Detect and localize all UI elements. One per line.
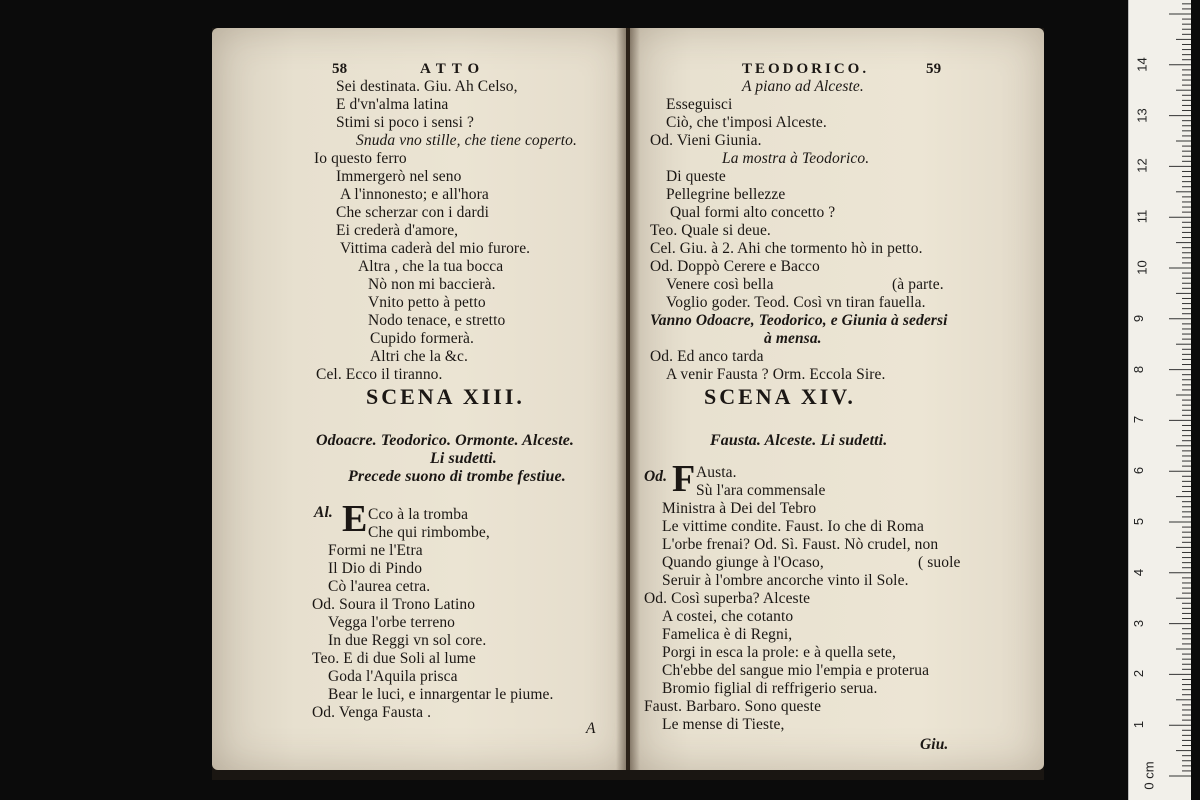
ruler-label: 3 bbox=[1131, 619, 1147, 627]
ruler-label: 2 bbox=[1131, 670, 1147, 678]
text-line: Teo. Quale si deue. bbox=[650, 222, 771, 239]
speaker-label: Od. bbox=[644, 468, 668, 485]
text-line: Porgi in esca la prole: e à quella sete, bbox=[662, 644, 896, 661]
text-line: Goda l'Aquila prisca bbox=[328, 668, 458, 685]
text-line: Nò non mi baccierà. bbox=[368, 276, 496, 293]
page-number: 59 bbox=[926, 61, 942, 77]
text-line: Od. Vieni Giunia. bbox=[650, 132, 762, 149]
text-line: Formi ne l'Etra bbox=[328, 542, 423, 559]
text-line: ( suole bbox=[918, 554, 961, 571]
ruler-label: 11 bbox=[1134, 209, 1150, 224]
text-line: Cco à la tromba bbox=[368, 506, 469, 523]
text-line: Od. Ed anco tarda bbox=[650, 348, 764, 365]
book-gutter bbox=[616, 28, 640, 770]
text-line: Altra , che la tua bocca bbox=[358, 258, 504, 275]
text-line: Le vittime condite. Faust. Io che di Roma bbox=[662, 518, 924, 535]
ruler-label: 9 bbox=[1131, 314, 1147, 322]
text-line: Vegga l'orbe terreno bbox=[328, 614, 456, 631]
text-line: Stimi si poco i sensi ? bbox=[336, 114, 474, 131]
ruler-label: 4 bbox=[1131, 568, 1147, 576]
stage-direction: Vanno Odoacre, Teodorico, e Giunia à sedersi bbox=[650, 312, 948, 329]
text-line: Vittima caderà del mio furore. bbox=[340, 240, 531, 257]
text-line: Voglio goder. Teod. Così vn tiran fauella. bbox=[666, 294, 926, 311]
open-book bbox=[212, 28, 1044, 780]
stage-direction: Precede suono di trombe festiue. bbox=[348, 468, 566, 485]
text-line: Ciò, che t'imposi Alceste. bbox=[666, 114, 827, 131]
text-line: Pellegrine bellezze bbox=[666, 186, 786, 203]
text-line: Cò l'aurea cetra. bbox=[328, 578, 431, 595]
running-head: ATTO bbox=[420, 61, 486, 77]
text-line: Che scherzar con i dardi bbox=[336, 204, 490, 221]
characters-line: Fausta. Alceste. Li sudetti. bbox=[710, 432, 888, 449]
text-line: L'orbe frenai? Od. Sì. Faust. Nò crudel, non bbox=[662, 536, 939, 553]
text-line: Venere così bella bbox=[666, 276, 774, 293]
text-line: Od. Così superba? Alceste bbox=[644, 590, 811, 607]
stage-direction: à mensa. bbox=[764, 330, 822, 347]
ruler-label: 1 bbox=[1131, 721, 1147, 729]
text-line: A costei, che cotanto bbox=[662, 608, 794, 625]
drop-cap: F bbox=[672, 458, 696, 500]
text-line: Il Dio di Pindo bbox=[328, 560, 423, 577]
text-line: Esseguisci bbox=[666, 96, 733, 113]
text-line: Od. Soura il Trono Latino bbox=[312, 596, 476, 613]
scene-title: SCENA XIV. bbox=[704, 384, 856, 409]
text-line: Le mense di Tieste, bbox=[662, 716, 785, 733]
text-line: Qual formi alto concetto ? bbox=[670, 204, 836, 221]
text-line: Od. Venga Fausta . bbox=[312, 704, 432, 721]
stage-direction: Snuda vno stille, che tiene coperto. bbox=[356, 132, 577, 149]
text-line: Bear le luci, e innargentar le piume. bbox=[328, 686, 554, 703]
text-line: Nodo tenace, e stretto bbox=[368, 312, 506, 329]
right-page bbox=[630, 28, 1044, 770]
text-line: Ei crederà d'amore, bbox=[336, 222, 459, 239]
text-line: In due Reggi vn sol core. bbox=[328, 632, 487, 649]
text-line: Od. Doppò Cerere e Bacco bbox=[650, 258, 820, 275]
stage-direction: La mostra à Teodorico. bbox=[722, 150, 870, 167]
page-number: 58 bbox=[332, 61, 348, 77]
text-line: Famelica è di Regni, bbox=[662, 626, 793, 643]
characters-line: Odoacre. Teodorico. Ormonte. Alceste. bbox=[316, 432, 575, 449]
ruler-label: 13 bbox=[1134, 107, 1150, 123]
text-line: Cel. Ecco il tiranno. bbox=[316, 366, 443, 383]
text-line: Io questo ferro bbox=[314, 150, 407, 167]
text-line: Bromio figlial di reffrigerio serua. bbox=[662, 680, 878, 697]
catchword: Giu. bbox=[920, 736, 949, 753]
ruler-label: 5 bbox=[1131, 517, 1147, 526]
ruler-label: 7 bbox=[1131, 416, 1147, 424]
text-line: Che qui rimbombe, bbox=[368, 524, 490, 541]
text-line: Vnito petto à petto bbox=[368, 294, 486, 311]
text-line: Cel. Giu. à 2. Ahi che tormento hò in petto. bbox=[650, 240, 923, 257]
text-line: Teo. E di due Soli al lume bbox=[312, 650, 476, 667]
text-line: A l'innonesto; e all'hora bbox=[340, 186, 489, 203]
text-line: Faust. Barbaro. Sono queste bbox=[644, 698, 822, 715]
text-line: E d'vn'alma latina bbox=[336, 96, 449, 113]
ruler-label: 14 bbox=[1134, 57, 1150, 72]
running-head: TEODORICO. bbox=[742, 61, 870, 77]
text-line: Ch'ebbe del sangue mio l'empia e proterua bbox=[662, 662, 930, 679]
text-line: Seruir à l'ombre ancorche vinto il Sole. bbox=[662, 572, 909, 589]
stage-direction: A piano ad Alceste. bbox=[742, 78, 864, 95]
text-line: Altri che la &c. bbox=[370, 348, 469, 365]
ruler-label: 0 cm bbox=[1141, 761, 1157, 790]
speaker-label: Al. bbox=[314, 504, 333, 521]
text-line: Ministra à Dei del Tebro bbox=[662, 500, 817, 517]
catchword: A bbox=[586, 720, 596, 737]
drop-cap: E bbox=[342, 498, 368, 540]
ruler-label: 12 bbox=[1134, 158, 1150, 174]
measuring-ruler bbox=[1128, 0, 1191, 800]
text-line: Quando giunge à l'Ocaso, bbox=[662, 554, 824, 571]
text-line: (à parte. bbox=[892, 276, 944, 293]
ruler-label: 10 bbox=[1134, 260, 1150, 275]
text-line: A venir Fausta ? Orm. Eccola Sire. bbox=[666, 366, 886, 383]
text-line: Di queste bbox=[666, 168, 726, 185]
text-line: Immergerò nel seno bbox=[336, 168, 462, 185]
left-page bbox=[212, 28, 626, 770]
ruler-label: 6 bbox=[1131, 467, 1147, 475]
text-line: Sù l'ara commensale bbox=[696, 482, 826, 499]
scene-title: SCENA XIII. bbox=[366, 384, 525, 409]
text-line: Austa. bbox=[696, 464, 737, 481]
characters-line: Li sudetti. bbox=[430, 450, 497, 467]
text-line: Sei destinata. Giu. Ah Celso, bbox=[336, 78, 518, 95]
text-line: Cupido formerà. bbox=[370, 330, 474, 347]
ruler-label: 8 bbox=[1131, 365, 1147, 373]
